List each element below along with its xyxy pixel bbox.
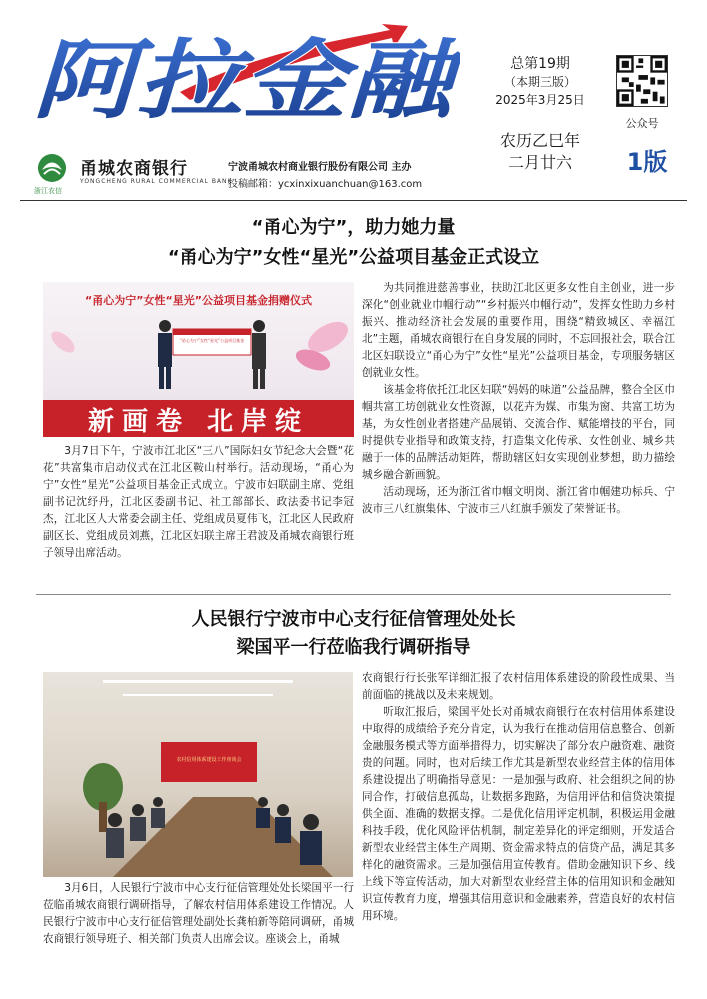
- lunar-line-2: 二月廿六: [507, 153, 572, 172]
- article1-right-para-3: 活动现场，还为浙江省巾帼文明岗、浙江省巾帼建功标兵、宁波市三八红旗集体、宁波市三八红旗手颁发了荣誉证书。: [362, 486, 675, 515]
- qr-code[interactable]: [616, 55, 668, 107]
- bank-name-en: YONGCHENG RURAL COMMERCIAL BANK: [80, 178, 233, 185]
- issue-total: 总第19期: [510, 56, 570, 72]
- issue-date: 2025年3月25日: [495, 93, 585, 107]
- article1-left-para: 3月7日下午，宁波市江北区“三八”国际妇女节纪念大会暨“花花”共富集市启动仪式在江北区鞍山村举行。活动现场，“甬心为宁”女性“星光”公益项目基金正式成立。宁波市妇联副主席、党组副书记沈纾丹，江北区委副书记、社工部部长、政法委书记李冠杰，江北区人大常委会副主任、党组成员夏伟飞，江北区人民政府副区长、党组成员刘燕，江北区妇联主席王君波及甬城农商银行班子领导出席活动。: [43, 445, 354, 559]
- edition-number: 1版: [626, 148, 668, 176]
- sponsor-line: 宁波甬城农村商业银行股份有限公司 主办: [228, 162, 412, 173]
- title-logo-text: 阿拉金融: [32, 31, 460, 122]
- qr-code-icon: [617, 56, 667, 106]
- masthead: [0, 0, 707, 200]
- article2-title-line2: 梁国平一行莅临我行调研指导: [236, 637, 471, 658]
- email-line[interactable]: 投稿邮箱：ycxinxixuanchuan@163.com: [228, 179, 423, 190]
- article1-photo-board: “甬心为宁”女性“星光”公益项目基金: [179, 338, 245, 343]
- article1-title-line2: “甬心为宁”女性“星光”公益项目基金正式设立: [167, 247, 540, 268]
- qr-label: 公众号: [625, 117, 659, 130]
- article2-photo-screen: 农村信用体系建设工作座谈会: [176, 757, 242, 763]
- issue-edition: （本期三版）: [503, 75, 576, 89]
- bank-logo-icon: [34, 152, 70, 188]
- article1-left-text: [43, 443, 354, 562]
- article2-right-para-2: 听取汇报后，梁国平处长对甬城农商银行在农村信用体系建设中取得的成绩给予充分肯定，认为我行在推动信用信息整合、创新金融服务模式等方面举措得力，切实解决了部分农户融资难、融资贵的问题。同时，也对后续工作尤其是新型农业经营主体的信用体系建设提出了明确指导意见：一是加强与政府、社会组织之间的协同合作，打破信息孤岛，让数据多跑路，为信用评估和信贷决策提供全面、准确的数据支撑。二是优化信用评定机制，积极运用金融科技手段，优化风险评估机制，制定差异化的评定细则，开发适合新型农业经营主体生产周期、资金需求特点的信贷产品，满足其多样化的融资需求。三是加强信用宣传教育。借助金融知识下乡、线上线下等宣传活动，加大对新型农业经营主体的信用知识和金融知识宣传教育力度，增强其信用意识和金融素养，营造良好的农村信用环境。: [362, 706, 675, 922]
- article1-right-para-2: 该基金将依托江北区妇联“妈妈的味道”公益品牌，整合全区巾帼共富工坊创就业女性资源，以花卉为媒、市集为窗、共富工坊为基，为女性创业者搭建产品展销、交流合作、赋能增技的平台，同时提供专业指导和政策支持，打造集文化传承、女性创业、城乡共融于一体的品牌活动矩阵，帮助辖区妇女实现创业梦想，助力描绘城乡融合新画貌。: [362, 384, 675, 481]
- masthead-divider: [20, 200, 687, 201]
- bank-sub-brand: 浙江农信: [34, 187, 62, 195]
- newspaper-title-logo: [30, 22, 460, 122]
- article1-title-line1: “甬心为宁”，助力她力量: [251, 217, 456, 238]
- article2-left-text: [43, 880, 354, 948]
- article2-left-para: 3月6日，人民银行宁波市中心支行征信管理处处长梁国平一行莅临甬城农商银行调研指导，了解农村信用体系建设工作情况。人民银行宁波市中心支行征信管理处副处长龚柏新等陪同调研，甬城农商银行领导班子、相关部门负责人出席会议。座谈会上，甬城: [43, 882, 354, 945]
- article1-right-para-1: 为共同推进慈善事业，扶助江北区更多女性自主创业，进一步深化“创业就业巾帼行动”“乡村振兴巾帼行动”，发挥女性助力乡村振兴、推动经济社会发展的重要作用，围绕“精致城区、幸福江北”主题，甬城农商银行在自身发展的同时，不忘回报社会，联合江北区妇联设立“甬心为宁”女性“星光”公益项目基金，专项服务辖区创就业女性。: [362, 282, 675, 379]
- lunar-date: [478, 130, 602, 174]
- article1-photo-bottom-text: 新画卷 北岸绽: [87, 407, 310, 437]
- issue-block: [480, 55, 600, 109]
- article2-right-text: [362, 670, 675, 925]
- article2-photo: [43, 672, 353, 877]
- article2-title-line1: 人民银行宁波市中心支行征信管理处处长: [191, 609, 516, 630]
- article2-photo-graphic: [43, 672, 353, 877]
- article1-photo: [43, 282, 354, 437]
- article2-right-para-1: 农商银行行长张军详细汇报了农村信用体系建设的阶段性成果、当前面临的挑战以及未来规划。: [362, 672, 675, 701]
- article1-photo-banner: “甬心为宁”女性“星光”公益项目基金捐赠仪式: [85, 294, 312, 307]
- article1-right-text: [362, 280, 675, 518]
- lunar-line-1: 农历乙巳年: [499, 131, 580, 150]
- title-logo-graphic: [30, 22, 460, 122]
- article-divider: [36, 594, 671, 595]
- bank-name: 甬城农商银行: [80, 159, 188, 179]
